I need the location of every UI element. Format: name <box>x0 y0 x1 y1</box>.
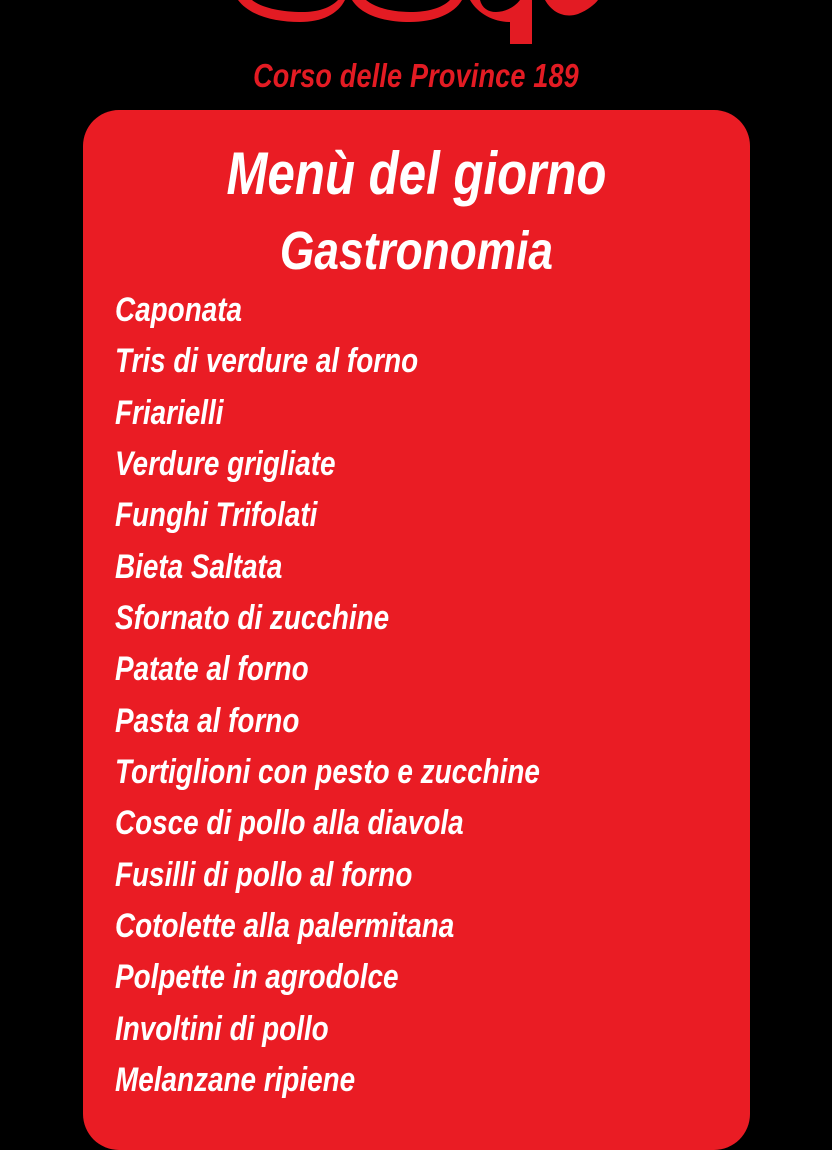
menu-item: Caponata <box>115 291 243 329</box>
menu-item: Patate al forno <box>115 650 309 689</box>
menu-item: Cosce di pollo alla diavola <box>115 804 464 843</box>
store-address: Corso delle Province 189 <box>253 57 579 94</box>
menu-item: Fusilli di pollo al forno <box>115 855 413 894</box>
menu-item: Melanzane ripiene <box>115 1060 356 1099</box>
menu-item: Funghi Trifolati <box>115 496 318 535</box>
menu-item: Verdure grigliate <box>115 444 336 483</box>
menu-item: Bieta Saltata <box>115 547 283 586</box>
menu-items-list <box>115 285 735 1106</box>
menu-item: Involtini di pollo <box>115 1009 329 1048</box>
menu-item: Friarielli <box>115 393 224 432</box>
menu-item: Tris di verdure al forno <box>115 342 419 381</box>
brand-logo <box>0 0 832 60</box>
menu-item: Cotolette alla palermitana <box>115 906 455 945</box>
menu-item: Sfornato di zucchine <box>115 598 390 637</box>
menu-item: Polpette in agrodolce <box>115 958 399 997</box>
menu-item: Tortiglioni con pesto e zucchine <box>115 752 540 791</box>
menu-item: Pasta al forno <box>115 701 300 740</box>
menu-title: Menù del giorno <box>226 140 607 207</box>
menu-card <box>83 110 750 1150</box>
menu-subtitle: Gastronomia <box>279 221 554 281</box>
